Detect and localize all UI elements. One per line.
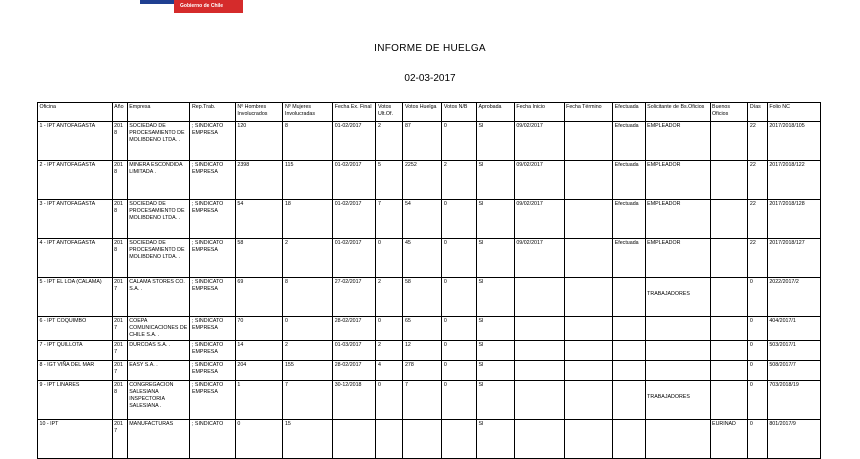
table-cell: 1 [235,381,283,420]
table-cell: SI [477,361,515,381]
column-header: Buenos Oficios [710,103,748,122]
column-header: Fecha Inicio [514,103,564,122]
table-cell [710,161,748,200]
table-cell: 2017/2018/128 [767,200,820,239]
table-cell: EURINAD [710,420,748,459]
table-cell: 0 [748,381,767,420]
table-cell: SOCIEDAD DE PROCESAMIENTO DE MOLIBDENO LTDA. . [127,200,190,239]
table-cell: 801/2017/9 [767,420,820,459]
table-cell: SOCIEDAD DE PROCESAMIENTO DE MOLIBDENO LTDA. . [127,239,190,278]
table-cell [514,278,564,317]
table-cell: ; SINDICATO EMPRESA [190,278,235,317]
table-cell: 2017/2018/105 [767,122,820,161]
column-header: Fecha Término [564,103,613,122]
table-cell-text: TRABAJADORES [647,291,690,297]
column-header: Fecha Ex. Final [333,103,376,122]
table-cell [564,278,613,317]
table-cell: 7 [283,381,333,420]
table-cell: 18 [283,200,333,239]
column-header: Año [112,103,127,122]
table-cell: 2 [442,161,477,200]
table-cell: EMPLEADOR [645,200,710,239]
table-cell: 2018 [112,122,127,161]
table-cell: ; SINDICATO EMPRESA [190,200,235,239]
table-cell [613,361,645,381]
column-header: Votos N/B [442,103,477,122]
table-row [38,317,821,341]
table-row [38,122,821,161]
column-header: Folio NC [767,103,820,122]
table-cell: 4 [376,361,403,381]
logo-blue-stripe [140,0,174,4]
table-cell: 2 [376,122,403,161]
table-cell [645,317,710,341]
table-cell [710,239,748,278]
table-row [38,361,821,381]
column-header: Aprobada [477,103,515,122]
table-cell: 45 [403,239,442,278]
table-cell: 2398 [235,161,283,200]
table-cell: 2017 [112,278,127,317]
table-cell [613,317,645,341]
table-cell: 58 [235,239,283,278]
table-row [38,278,821,317]
table-header-row [38,103,821,122]
table-cell: 8 - IGT VIÑA DEL MAR [38,361,113,381]
table-cell: ; SINDICATO EMPRESA [190,381,235,420]
table-cell: 0 [442,381,477,420]
table-cell: COEPA COMUNICACIONES DE CHILE S.A. . [127,317,190,341]
table-cell [514,361,564,381]
table-cell: SI [477,239,515,278]
table-cell [645,420,710,459]
column-header: Rep.Trab. [190,103,235,122]
table-cell [564,361,613,381]
government-logo [140,0,243,13]
table-cell: 204 [235,361,283,381]
table-cell: 4 - IPT ANTOFAGASTA [38,239,113,278]
table-cell: SI [477,161,515,200]
table-cell: 0 [442,122,477,161]
table-cell: MINERA ESCONDIDA LIMITADA . [127,161,190,200]
table-cell: MANUFACTURAS [127,420,190,459]
table-cell: SI [477,278,515,317]
table-cell [564,200,613,239]
table-cell [645,341,710,361]
table-cell [564,341,613,361]
table-cell: 2018 [112,161,127,200]
table-cell [710,278,748,317]
table-cell [710,122,748,161]
table-cell: 0 [235,420,283,459]
table-cell [710,317,748,341]
table-cell: 2 [376,278,403,317]
table-cell: 0 [748,361,767,381]
table-cell: 2018 [112,200,127,239]
table-cell: 28-02/2017 [333,361,376,381]
table-cell: ; SINDICATO EMPRESA [190,317,235,341]
table-cell: 7 - IPT QUILLOTA [38,341,113,361]
table-cell: 0 [748,278,767,317]
table-row [38,381,821,420]
column-header: Días [748,103,767,122]
table-cell [442,420,477,459]
table-cell [564,122,613,161]
table-cell: 9 - IPT LINARES [38,381,113,420]
table-cell: ; SINDICATO EMPRESA [190,341,235,361]
table-cell [564,420,613,459]
table-cell [613,278,645,317]
table-cell: 54 [235,200,283,239]
table-cell: 2017 [112,361,127,381]
table-cell: 6 - IPT COQUIMBO [38,317,113,341]
table-cell: 0 [442,341,477,361]
table-cell: 14 [235,341,283,361]
table-cell: 0 [442,361,477,381]
table-cell: Efectuada [613,122,645,161]
table-cell: 22 [748,161,767,200]
table-cell: 0 [442,317,477,341]
table-cell [376,420,403,459]
table-cell [564,317,613,341]
table-cell: 2017 [112,317,127,341]
table-row [38,341,821,361]
table-cell: 7 [403,381,442,420]
table-cell: 54 [403,200,442,239]
table-cell [564,239,613,278]
table-cell: 22 [748,239,767,278]
table-cell: Efectuada [613,239,645,278]
column-header: Empresa [127,103,190,122]
table-cell [514,341,564,361]
table-cell [645,361,710,381]
table-cell: 7 [376,200,403,239]
table-cell: SI [477,381,515,420]
table-cell: SI [477,122,515,161]
table-cell: 2018 [112,239,127,278]
table-cell: Efectuada [613,161,645,200]
logo-red-block [174,0,243,13]
table-cell: 2 [376,341,403,361]
table-cell: 10 - IPT [38,420,113,459]
column-header: Votos Huelga [403,103,442,122]
table-cell [710,361,748,381]
table-cell: 0 [442,278,477,317]
table-cell [613,381,645,420]
table-cell: 5 [376,161,403,200]
table-cell: 70 [235,317,283,341]
table-cell [613,341,645,361]
table-cell: DURCOAS S.A. . [127,341,190,361]
table-cell: 09/02/2017 [514,239,564,278]
table-cell: 01-02/2017 [333,161,376,200]
table-cell [645,278,710,317]
table-cell: EMPLEADOR [645,239,710,278]
table-cell: 28-02/2017 [333,317,376,341]
table-cell: 703/2018/19 [767,381,820,420]
table-cell [613,420,645,459]
table-cell: 30-12/2018 [333,381,376,420]
table-cell: 503/2017/1 [767,341,820,361]
table-cell: 65 [403,317,442,341]
table-cell: CALAMA STORES CO. S.A. . [127,278,190,317]
table-cell: 2018 [112,381,127,420]
table-cell: 27-02/2017 [333,278,376,317]
table-cell: 2017/2018/127 [767,239,820,278]
table-cell: SOCIEDAD DE PROCESAMIENTO DE MOLIBDENO LTDA. . [127,122,190,161]
table-cell: 0 [283,317,333,341]
table-cell: SI [477,200,515,239]
table-row [38,420,821,459]
column-header: Efectuada [613,103,645,122]
table-cell: 508/2017/7 [767,361,820,381]
report-date: 02-03-2017 [404,73,456,84]
table-cell: 1 - IPT ANTOFAGASTA [38,122,113,161]
table-cell: 0 [376,239,403,278]
table-cell: 2017/2018/122 [767,161,820,200]
table-cell: 0 [748,341,767,361]
table-cell: 22 [748,122,767,161]
table-cell [514,420,564,459]
table-cell: 58 [403,278,442,317]
table-cell: ; SINDICATO EMPRESA [190,239,235,278]
table-cell: SI [477,341,515,361]
strike-report-table [37,102,821,459]
logo-text: Gobierno de Chile [180,3,224,9]
table-cell: 3 - IPT ANTOFAGASTA [38,200,113,239]
table-cell: 2 [283,239,333,278]
table-cell: 0 [442,200,477,239]
table-cell [564,161,613,200]
table-cell: 2 [283,341,333,361]
column-header: Votos Ult.Of. [376,103,403,122]
table-cell: 155 [283,361,333,381]
table-cell [710,341,748,361]
table-row [38,200,821,239]
table-cell: EMPLEADOR [645,122,710,161]
column-header: Nº Mujeres Involucradas [283,103,333,122]
table-cell: 01-02/2017 [333,200,376,239]
table-cell: EMPLEADOR [645,161,710,200]
column-header: Oficina [38,103,113,122]
table-cell: 22 [748,200,767,239]
table-cell: ; SINDICATO EMPRESA [190,161,235,200]
table-cell: Efectuada [613,200,645,239]
table-cell: ; SINDICATO [190,420,235,459]
table-cell: 2017 [112,341,127,361]
table-cell: SI [477,420,515,459]
table-cell: 8 [283,122,333,161]
table-cell: 2017 [112,420,127,459]
table-cell: 09/02/2017 [514,161,564,200]
table-cell [564,381,613,420]
table-cell: 0 [748,420,767,459]
table-cell: 2 - IPT ANTOFAGASTA [38,161,113,200]
table-cell: 120 [235,122,283,161]
table-cell-text: TRABAJADORES [647,394,690,400]
table-cell [710,381,748,420]
report-title: INFORME DE HUELGA [374,43,486,54]
table-cell [403,420,442,459]
column-header: Nº Hombres Involucrados [235,103,283,122]
table-cell: 0 [442,239,477,278]
table-cell: 115 [283,161,333,200]
table-cell: 2252 [403,161,442,200]
table-cell: 404/2017/1 [767,317,820,341]
table-cell: 01-02/2017 [333,239,376,278]
table-cell: ; SINDICATO EMPRESA [190,361,235,381]
table-cell: 01-03/2017 [333,341,376,361]
table-cell: 0 [748,317,767,341]
table-cell: 2022/2017/2 [767,278,820,317]
table-cell: 12 [403,341,442,361]
table-cell [710,200,748,239]
column-header: Solicitante de Bs.Oficios [645,103,710,122]
table-cell: 5 - IPT EL LOA (CALAMA) [38,278,113,317]
table-cell: 09/02/2017 [514,200,564,239]
table-cell [514,317,564,341]
table-cell [645,381,710,420]
table-cell: 69 [235,278,283,317]
table-cell: 0 [376,381,403,420]
table-cell: 278 [403,361,442,381]
table-cell: 87 [403,122,442,161]
table-cell [514,381,564,420]
table-cell [333,420,376,459]
table-cell: SI [477,317,515,341]
table-cell: CONGREGACION SALESIANA INSPECTORIA SALESIANA . [127,381,190,420]
table-cell: 09/02/2017 [514,122,564,161]
table-cell: EASY S.A. . [127,361,190,381]
table-row [38,161,821,200]
table-cell: 0 [376,317,403,341]
table-cell: ; SINDICATO EMPRESA [190,122,235,161]
table-cell: 8 [283,278,333,317]
table-cell: 15 [283,420,333,459]
table-cell: 01-02/2017 [333,122,376,161]
table-row [38,239,821,278]
